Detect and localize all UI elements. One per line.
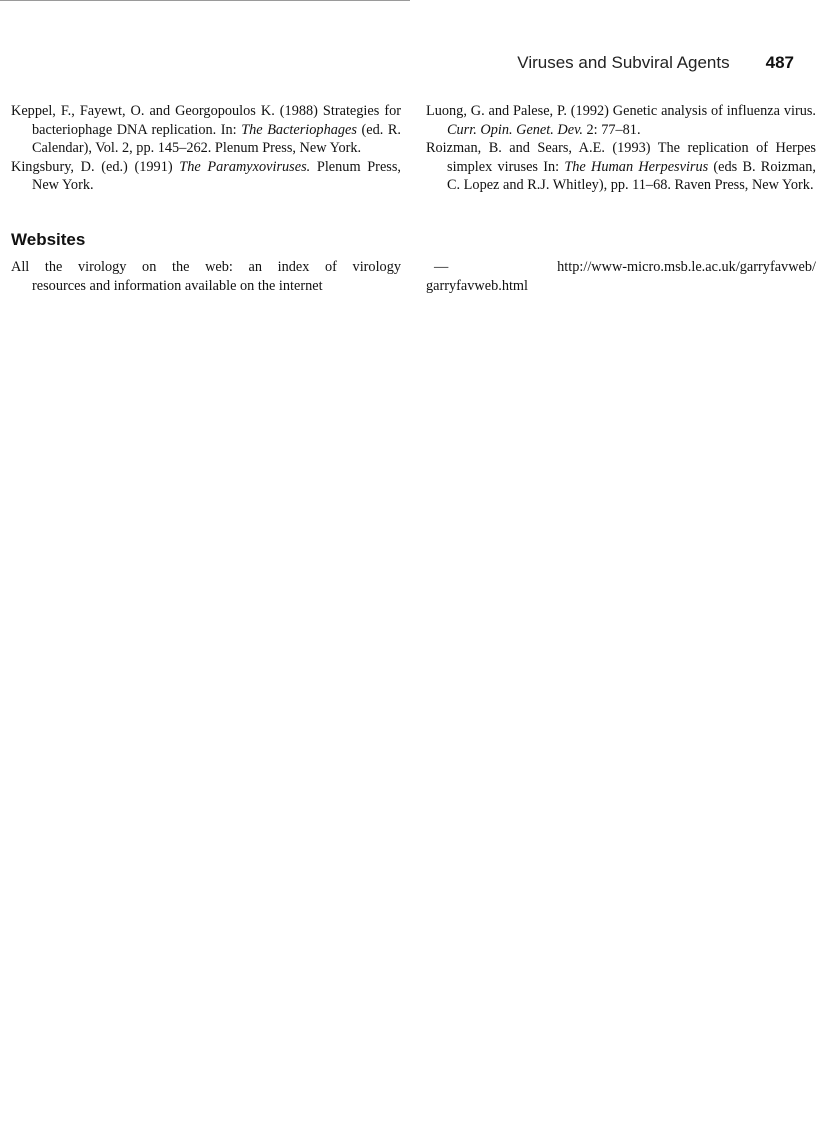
reference-text: (ed. R. Calendar), Vol. 2, pp. 145–262. Plenum Press, New York. (32, 121, 401, 156)
page-number: 487 (765, 53, 794, 72)
reference-title: The Bacteriophages (241, 121, 357, 138)
reference-luong (426, 102, 816, 139)
reference-text: (eds B. Roizman, C. Lopez and R.J. Whitley), pp. 11–68. Raven Press, New York. (447, 158, 816, 193)
reference-text: Luong, G. and Palese, P. (1992) Genetic analysis of influenza virus. (426, 103, 816, 119)
references-left-column (11, 102, 401, 195)
reference-keppel (11, 102, 401, 158)
top-rule (0, 0, 410, 1)
websites-heading: Websites (11, 230, 86, 249)
references-right-column (426, 102, 816, 195)
website-description-line: resources and information available on the internet (32, 277, 323, 294)
reference-text: 2: 77–81. (582, 121, 641, 138)
website-description (11, 258, 401, 295)
reference-text: Roizman, B. and Sears, A.E. (1993) The replication of Herpes simplex viruses In: (426, 140, 816, 175)
website-description-line: All the virology on the web: an index of virology (11, 259, 401, 275)
website-url-line: — http://www-micro.msb.le.ac.uk/garryfavweb/ (434, 259, 816, 275)
website-url-line: garryfavweb.html (426, 277, 529, 294)
reference-text: Plenum Press, New York. (32, 158, 401, 193)
reference-roizman (426, 139, 816, 195)
running-title: Viruses and Subviral Agents (517, 53, 730, 72)
reference-text: Keppel, F., Fayewt, O. and Georgopoulos K. (1988) Strategies for bacteriophage DNA replication. In: (11, 103, 401, 138)
running-header (400, 53, 794, 79)
reference-title: Curr. Opin. Genet. Dev. (447, 121, 583, 138)
website-url (426, 258, 816, 295)
reference-title: The Paramyxoviruses. (179, 158, 311, 175)
reference-title: The Human Herpesvirus (564, 158, 709, 175)
reference-text: Kingsbury, D. (ed.) (1991) (11, 158, 180, 175)
reference-kingsbury (11, 158, 401, 195)
